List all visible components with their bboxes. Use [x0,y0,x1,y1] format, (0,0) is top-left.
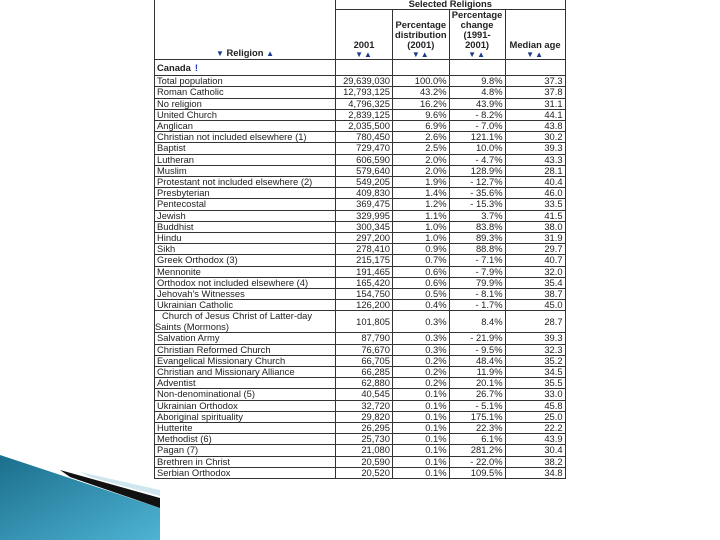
pct-distribution-cell: 43.2% [393,87,450,98]
header-label-line: 2001) [465,39,490,51]
header-label-line: distribution [395,29,447,41]
pct-distribution-cell: 0.1% [393,389,450,400]
pct-change-cell: 109.5% [449,467,505,478]
count-2001-cell: 62,880 [336,378,393,389]
table-row [155,389,566,400]
header-label-line: (1991- [463,29,491,41]
pct-distribution-cell: 2.0% [393,154,450,165]
religion-name: United Church [155,109,336,120]
table-row [155,378,566,389]
religion-name: Hindu [155,233,336,244]
table-row [155,277,566,288]
pct-distribution-cell: 0.3% [393,333,450,344]
col-pct-change-header [449,10,505,60]
count-2001-cell: 606,590 [336,154,393,165]
pct-change-cell: 83.8% [449,221,505,232]
count-2001-cell: 29,639,030 [336,76,393,87]
count-2001-cell: 32,720 [336,400,393,411]
count-2001-cell: 729,470 [336,143,393,154]
religion-name: Greek Orthodox (3) [155,255,336,266]
pct-distribution-cell: 0.1% [393,456,450,467]
religion-name: Brethren in Christ [155,456,336,467]
table-row [155,221,566,232]
count-2001-cell: 87,790 [336,333,393,344]
religion-name: Christian and Missionary Alliance [155,367,336,378]
religion-name: Orthodox not included elsewhere (4) [155,277,336,288]
pct-change-cell: - 7.9% [449,266,505,277]
table-row [155,367,566,378]
median-age-cell: 33.0 [505,389,565,400]
pct-change-cell: 11.9% [449,367,505,378]
count-2001-cell: 12,793,125 [336,87,393,98]
median-age-cell: 40.7 [505,255,565,266]
median-age-cell: 45.0 [505,300,565,311]
median-age-cell: 35.4 [505,277,565,288]
pct-change-cell: 79.9% [449,277,505,288]
pct-change-cell: - 8.2% [449,109,505,120]
median-age-cell: 35.2 [505,355,565,366]
pct-change-cell: 121.1% [449,132,505,143]
religion-name: Protestant not included elsewhere (2) [155,177,336,188]
pct-distribution-cell: 0.4% [393,300,450,311]
median-age-cell: 29.7 [505,244,565,255]
religion-name: Christian not included elsewhere (1) [155,132,336,143]
median-age-cell: 34.5 [505,367,565,378]
sort-asc-icon[interactable]: ▲ [364,50,373,60]
religion-name: Hutterite [155,423,336,434]
note-icon[interactable]: ! [194,61,198,73]
religion-name: Jewish [155,210,336,221]
median-age-cell: 44.1 [505,109,565,120]
median-age-cell: 30.4 [505,445,565,456]
religion-name: Ukrainian Orthodox [155,400,336,411]
sort-arrows [395,50,447,59]
pct-distribution-cell: 2.6% [393,132,450,143]
pct-distribution-cell: 9.6% [393,109,450,120]
table-row [155,355,566,366]
table-row [155,188,566,199]
pct-distribution-cell: 0.2% [393,367,450,378]
religion-name: Salvation Army [155,333,336,344]
empty-cell [449,60,505,76]
table-row [155,109,566,120]
table-row [155,289,566,300]
pct-change-cell: - 15.3% [449,199,505,210]
count-2001-cell: 2,839,125 [336,109,393,120]
count-2001-cell: 21,080 [336,445,393,456]
sort-asc-icon[interactable]: ▲ [266,49,275,59]
count-2001-cell: 66,705 [336,355,393,366]
count-2001-cell: 26,295 [336,423,393,434]
table-row [155,143,566,154]
table-row [155,456,566,467]
median-age-cell: 28.7 [505,311,565,333]
sort-asc-icon[interactable]: ▲ [420,50,430,60]
pct-change-cell: 4.8% [449,87,505,98]
pct-distribution-cell: 0.1% [393,400,450,411]
religion-name: Roman Catholic [155,87,336,98]
table-row [155,87,566,98]
pct-distribution-cell: 1.0% [393,221,450,232]
table-row [155,76,566,87]
table-row [155,333,566,344]
median-age-cell: 37.8 [505,87,565,98]
selected-religions-header: Selected Religions [336,0,566,10]
religion-name: Pagan (7) [155,445,336,456]
pct-change-cell: - 22.0% [449,456,505,467]
pct-change-cell: - 7.0% [449,121,505,132]
table-row [155,445,566,456]
pct-change-cell: 175.1% [449,411,505,422]
pct-change-cell: - 9.5% [449,344,505,355]
religion-name: Total population [155,76,336,87]
pct-distribution-cell: 0.1% [393,467,450,478]
region-row [155,60,566,76]
table-row [155,165,566,176]
pct-distribution-cell: 6.9% [393,121,450,132]
header-label-line: change [460,19,494,31]
pct-distribution-cell: 1.2% [393,199,450,210]
median-age-cell: 32.3 [505,344,565,355]
count-2001-cell: 2,035,500 [336,121,393,132]
table-row [155,423,566,434]
pct-distribution-cell: 0.2% [393,355,450,366]
pct-change-cell: 22.3% [449,423,505,434]
table-row [155,467,566,478]
pct-distribution-cell: 0.2% [393,378,450,389]
table-row [155,199,566,210]
count-2001-cell: 66,285 [336,367,393,378]
pct-change-cell: 20.1% [449,378,505,389]
count-2001-cell: 780,450 [336,132,393,143]
religion-table [154,0,566,479]
pct-change-cell: - 12.7% [449,177,505,188]
pct-change-cell: 88.8% [449,244,505,255]
pct-distribution-cell: 1.9% [393,177,450,188]
count-2001-cell: 29,820 [336,411,393,422]
count-2001-cell: 20,590 [336,456,393,467]
median-age-cell: 41.5 [505,210,565,221]
slide-corner-decoration [0,380,160,540]
religion-name: No religion [155,98,336,109]
median-age-cell: 32.0 [505,266,565,277]
median-age-cell: 33.5 [505,199,565,210]
count-2001-cell: 297,200 [336,233,393,244]
pct-distribution-cell: 0.1% [393,445,450,456]
pct-distribution-cell: 0.1% [393,411,450,422]
table-row [155,311,566,333]
pct-distribution-cell: 0.3% [393,344,450,355]
header-label-line: Percentage [451,9,503,21]
pct-change-cell: 10.0% [449,143,505,154]
religion-name: Aboriginal spirituality [155,411,336,422]
pct-change-cell: - 21.9% [449,333,505,344]
table-row [155,121,566,132]
pct-change-cell: 3.7% [449,210,505,221]
sort-asc-icon[interactable]: ▲ [535,50,544,60]
pct-distribution-cell: 0.1% [393,423,450,434]
pct-distribution-cell: 2.5% [393,143,450,154]
median-age-cell: 43.9 [505,434,565,445]
religion-header-label: Religion [226,47,264,59]
table-row [155,400,566,411]
median-age-cell: 46.0 [505,188,565,199]
median-age-cell: 38.0 [505,221,565,232]
pct-change-cell: 8.4% [449,311,505,333]
count-2001-cell: 4,796,325 [336,98,393,109]
median-age-cell: 37.3 [505,76,565,87]
religion-name: Ukrainian Catholic [155,300,336,311]
religion-name: Muslim [155,165,336,176]
table-row [155,300,566,311]
sort-asc-icon[interactable]: ▲ [477,50,486,60]
pct-change-cell: 26.7% [449,389,505,400]
table-row [155,132,566,143]
table-row [155,210,566,221]
pct-distribution-cell: 16.2% [393,98,450,109]
header-label-line: Percentage [395,19,447,31]
religion-name: Baptist [155,143,336,154]
sort-desc-icon[interactable]: ▼ [215,49,224,59]
religion-name: Christian Reformed Church [155,344,336,355]
count-2001-cell: 76,670 [336,344,393,355]
pct-change-cell: - 5.1% [449,400,505,411]
median-age-cell: 30.2 [505,132,565,143]
pct-change-cell: - 8.1% [449,289,505,300]
religion-name [155,311,336,333]
median-age-cell: 38.2 [505,456,565,467]
sort-desc-icon[interactable]: ▼ [526,50,536,60]
pct-distribution-cell: 1.1% [393,210,450,221]
region-name: Canada [157,61,191,73]
median-age-cell: 38.7 [505,289,565,300]
pct-distribution-cell: 0.3% [393,311,450,333]
religion-name-line: Saints (Mormons) [155,320,229,332]
pct-change-cell: - 35.6% [449,188,505,199]
table-row [155,98,566,109]
religion-name-line: Church of Jesus Christ of Latter-day [162,310,313,322]
count-2001-cell: 191,465 [336,266,393,277]
empty-cell [336,60,393,76]
religion-name: Non-denominational (5) [155,389,336,400]
count-2001-cell: 101,805 [336,311,393,333]
pct-change-cell: 6.1% [449,434,505,445]
pct-distribution-cell: 0.6% [393,277,450,288]
religion-name: Presbyterian [155,188,336,199]
religion-name: Mennonite [155,266,336,277]
count-2001-cell: 278,410 [336,244,393,255]
table-row [155,411,566,422]
sort-arrows [452,50,503,59]
count-2001-cell: 40,545 [336,389,393,400]
pct-change-cell: 43.9% [449,98,505,109]
count-2001-cell: 369,475 [336,199,393,210]
col-2001-header [336,10,393,60]
median-age-cell: 34.8 [505,467,565,478]
pct-change-cell: - 4.7% [449,154,505,165]
religion-name: Methodist (6) [155,434,336,445]
table-row [155,344,566,355]
region-label [155,60,336,76]
count-2001-cell: 409,830 [336,188,393,199]
empty-cell [505,60,565,76]
sort-desc-icon[interactable]: ▼ [355,50,364,60]
pct-distribution-cell: 0.9% [393,244,450,255]
header-label-line: (2001) [407,39,435,51]
pct-distribution-cell: 0.7% [393,255,450,266]
table-row [155,177,566,188]
pct-distribution-cell: 100.0% [393,76,450,87]
median-age-cell: 25.0 [505,411,565,422]
religion-name: Jehovah's Witnesses [155,289,336,300]
header-label-line: Median age [509,39,561,51]
median-age-cell: 43.8 [505,121,565,132]
religion-name: Serbian Orthodox [155,467,336,478]
pct-distribution-cell: 2.0% [393,165,450,176]
pct-distribution-cell: 0.6% [393,266,450,277]
table-row [155,233,566,244]
pct-change-cell: 9.8% [449,76,505,87]
religion-name: Anglican [155,121,336,132]
religion-name: Pentecostal [155,199,336,210]
religion-name: Adventist [155,378,336,389]
count-2001-cell: 25,730 [336,434,393,445]
pct-distribution-cell: 0.5% [393,289,450,300]
pct-distribution-cell: 0.1% [393,434,450,445]
pct-change-cell: 89.3% [449,233,505,244]
pct-change-cell: - 1.7% [449,300,505,311]
median-age-cell: 22.2 [505,423,565,434]
count-2001-cell: 215,175 [336,255,393,266]
count-2001-cell: 154,750 [336,289,393,300]
col-pct-distribution-header [393,10,450,60]
header-label-line: 2001 [353,39,375,51]
table-row [155,255,566,266]
median-age-cell: 43.3 [505,154,565,165]
median-age-cell: 39.3 [505,333,565,344]
table-row [155,244,566,255]
pct-change-cell: - 7.1% [449,255,505,266]
sort-desc-icon[interactable]: ▼ [411,50,421,60]
table-row [155,434,566,445]
table-row [155,154,566,165]
religion-column-header [155,0,336,60]
pct-change-cell: 281.2% [449,445,505,456]
median-age-cell: 31.9 [505,233,565,244]
median-age-cell: 31.1 [505,98,565,109]
sort-arrows [338,50,390,59]
median-age-cell: 35.5 [505,378,565,389]
empty-cell [393,60,450,76]
sort-desc-icon[interactable]: ▼ [468,50,478,60]
count-2001-cell: 329,995 [336,210,393,221]
count-2001-cell: 549,205 [336,177,393,188]
religion-name: Buddhist [155,221,336,232]
pct-distribution-cell: 1.0% [393,233,450,244]
count-2001-cell: 579,640 [336,165,393,176]
pct-change-cell: 48.4% [449,355,505,366]
religion-name: Sikh [155,244,336,255]
religion-name: Lutheran [155,154,336,165]
median-age-cell: 40.4 [505,177,565,188]
religion-name: Evangelical Missionary Church [155,355,336,366]
median-age-cell: 28.1 [505,165,565,176]
pct-change-cell: 128.9% [449,165,505,176]
median-age-cell: 39.3 [505,143,565,154]
median-age-cell: 45.8 [505,400,565,411]
count-2001-cell: 20,520 [336,467,393,478]
table-row [155,266,566,277]
count-2001-cell: 165,420 [336,277,393,288]
count-2001-cell: 300,345 [336,221,393,232]
col-median-age-header [505,10,565,60]
pct-distribution-cell: 1.4% [393,188,450,199]
sort-arrows [508,50,563,59]
count-2001-cell: 126,200 [336,300,393,311]
